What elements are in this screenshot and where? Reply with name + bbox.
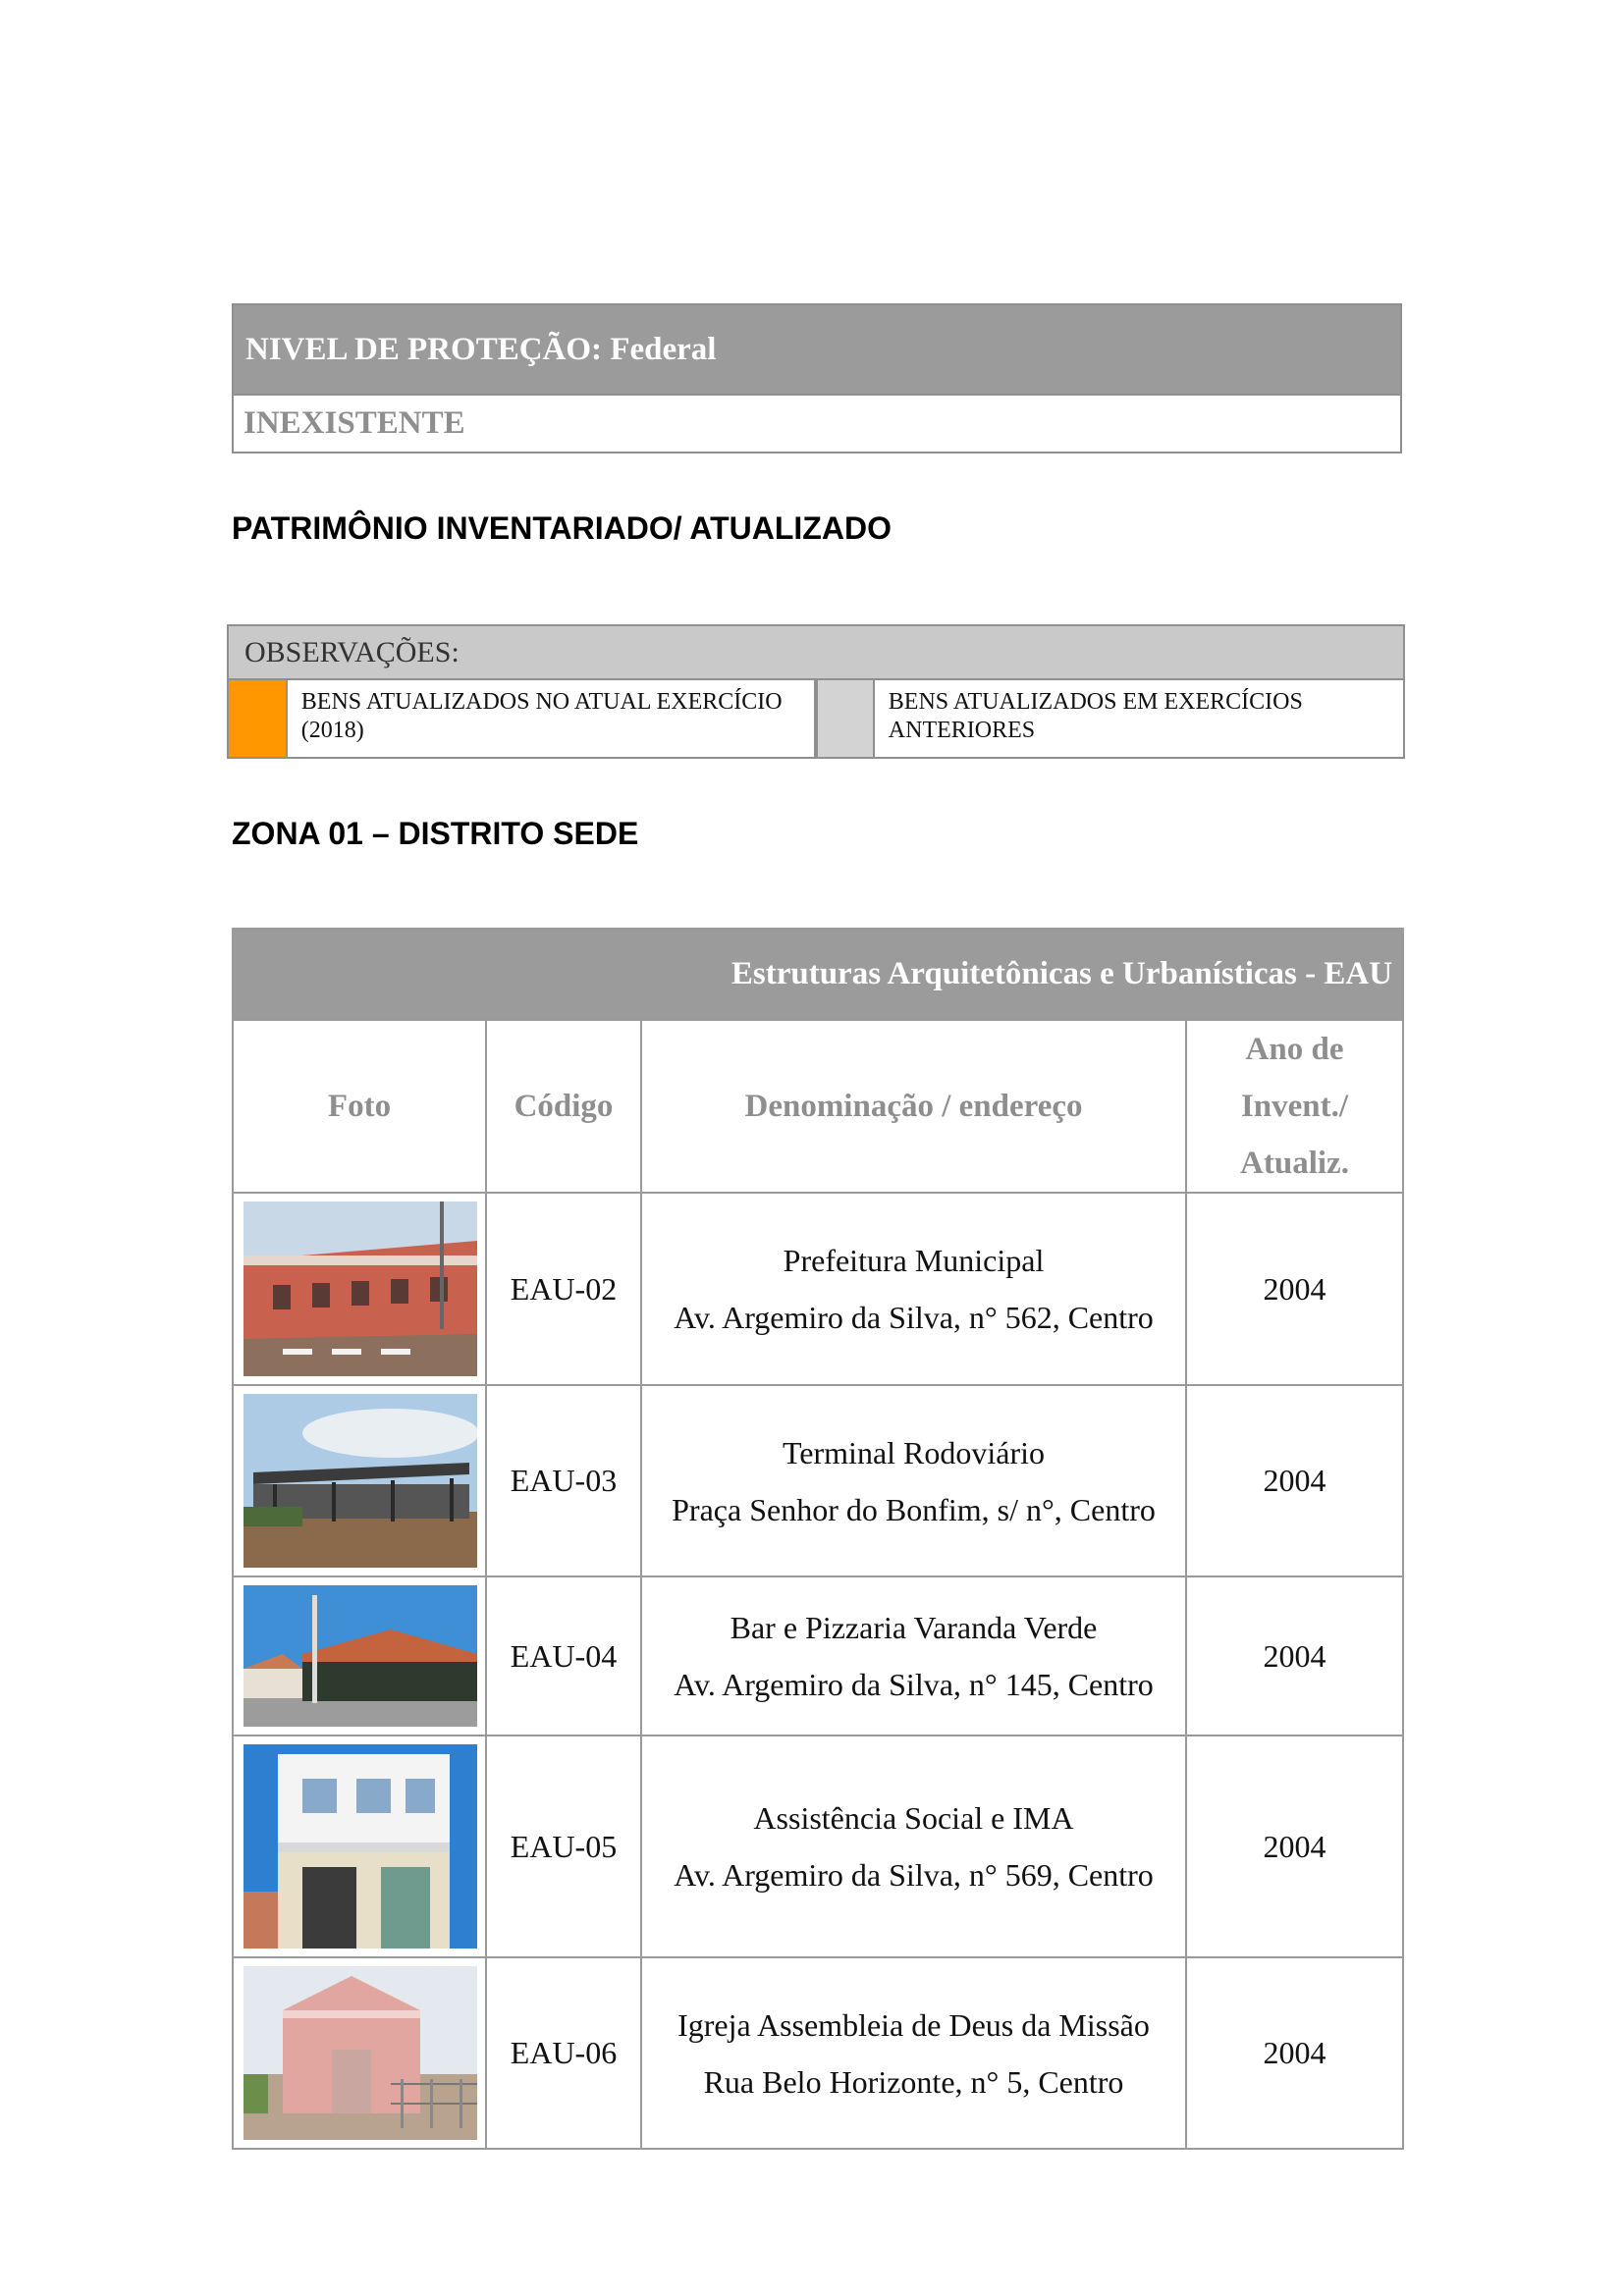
- protection-level-label: NIVEL DE PROTEÇÃO:: [245, 331, 603, 367]
- row-nome: Bar e Pizzaria Varanda Verde: [730, 1610, 1098, 1645]
- row-denominacao: [641, 1576, 1186, 1735]
- legend-swatch-previous-years: [816, 680, 875, 757]
- table-caption: Estruturas Arquitetônicas e Urbanísticas - EAU: [233, 929, 1403, 1020]
- table-row: [233, 1193, 1403, 1385]
- row-endereco: Av. Argemiro da Silva, n° 145, Centro: [674, 1667, 1154, 1702]
- header-denominacao: Denominação / endereço: [641, 1020, 1186, 1193]
- photo-cell: [233, 1385, 486, 1576]
- header-ano: Ano de Invent./ Atualiz.: [1186, 1020, 1403, 1193]
- row-codigo: EAU-06: [486, 1957, 641, 2149]
- row-endereco: Praça Senhor do Bonfim, s/ n°, Centro: [672, 1491, 1156, 1527]
- row-codigo: EAU-03: [486, 1385, 641, 1576]
- photo-cell: [233, 1735, 486, 1957]
- protection-status: INEXISTENTE: [243, 405, 465, 441]
- row-codigo: EAU-05: [486, 1735, 641, 1957]
- observations-legend: [229, 680, 1403, 757]
- photo-assistencia-social: [243, 1744, 477, 1949]
- table-row: [233, 1576, 1403, 1735]
- row-nome: Igreja Assembleia de Deus da Missão: [677, 2006, 1150, 2043]
- row-endereco: Rua Belo Horizonte, n° 5, Centro: [703, 2063, 1124, 2100]
- table-row: [233, 1735, 1403, 1957]
- photo-terminal-rodoviario: [243, 1394, 477, 1568]
- inventory-heading: PATRIMÔNIO INVENTARIADO/ ATUALIZADO: [232, 510, 892, 546]
- row-nome: Assistência Social e IMA: [753, 1800, 1074, 1836]
- header-codigo: Código: [486, 1020, 641, 1193]
- row-endereco: Av. Argemiro da Silva, n° 569, Centro: [674, 1857, 1154, 1893]
- eau-table: [232, 928, 1404, 2150]
- table-row: [233, 1957, 1403, 2149]
- legend-swatch-current-year: [229, 680, 288, 757]
- observations-box: [227, 624, 1405, 759]
- photo-bar-pizzaria: [243, 1585, 477, 1727]
- protection-level-box: [232, 303, 1402, 454]
- photo-cell: [233, 1957, 486, 2149]
- protection-level-value: Federal: [610, 331, 717, 367]
- row-ano: 2004: [1186, 1957, 1403, 2149]
- row-ano: 2004: [1186, 1193, 1403, 1385]
- row-ano: 2004: [1186, 1735, 1403, 1957]
- header-foto: Foto: [233, 1020, 486, 1193]
- photo-cell: [233, 1576, 486, 1735]
- row-denominacao: [641, 1385, 1186, 1576]
- row-nome: Terminal Rodoviário: [782, 1434, 1046, 1470]
- row-ano: 2004: [1186, 1576, 1403, 1735]
- legend-text-current-year: BENS ATUALIZADOS NO ATUAL EXERCÍCIO (2018): [288, 680, 816, 757]
- row-denominacao: [641, 1193, 1186, 1385]
- row-codigo: EAU-02: [486, 1193, 641, 1385]
- table-header-row: [233, 1020, 1403, 1193]
- photo-cell: [233, 1193, 486, 1385]
- row-ano: 2004: [1186, 1385, 1403, 1576]
- row-codigo: EAU-04: [486, 1576, 641, 1735]
- row-denominacao: [641, 1735, 1186, 1957]
- row-nome: Prefeitura Municipal: [783, 1243, 1045, 1278]
- protection-level-header: [234, 305, 1400, 396]
- photo-prefeitura-municipal: [243, 1201, 477, 1376]
- zone-heading: ZONA 01 – DISTRITO SEDE: [232, 816, 639, 851]
- row-denominacao: [641, 1957, 1186, 2149]
- photo-igreja-assembleia: [243, 1966, 477, 2140]
- legend-text-previous-years: BENS ATUALIZADOS EM EXERCÍCIOS ANTERIORES: [888, 689, 1303, 743]
- row-endereco: Av. Argemiro da Silva, n° 562, Centro: [674, 1300, 1154, 1335]
- observations-title: OBSERVAÇÕES:: [229, 626, 1403, 680]
- table-row: [233, 1385, 1403, 1576]
